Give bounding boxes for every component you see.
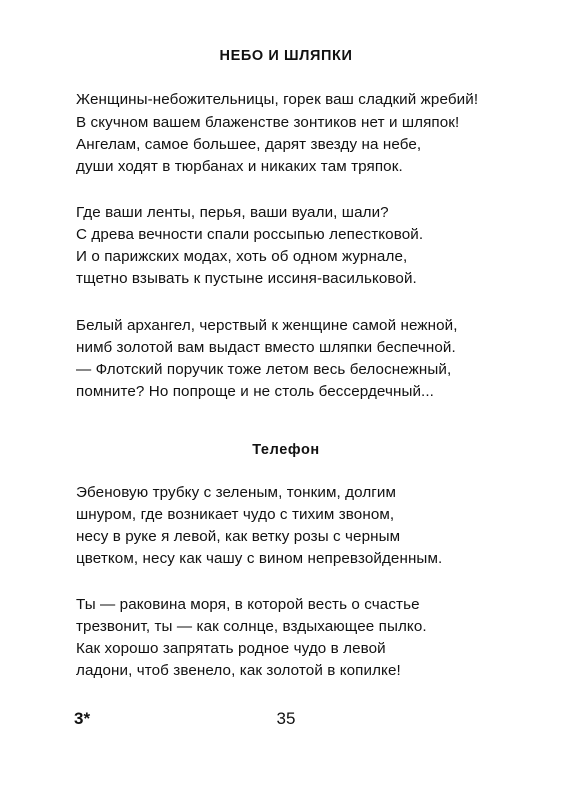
poem-title: Телефон: [252, 442, 320, 458]
poem-line: помните? Но попроще и не столь бессердечный...: [76, 383, 435, 400]
poem-line: Ты — раковина моря, в которой весть о счастье: [76, 596, 420, 613]
poem-line: В скучном вашем блаженстве зонтиков нет и шляпок!: [76, 114, 460, 131]
poem-line: И о парижских модах, хоть об одном журнале,: [76, 248, 408, 265]
poem-line: Где ваши ленты, перья, ваши вуали, шали?: [76, 204, 389, 221]
poem-line: Эбеновую трубку с зеленым, тонким, долгим: [76, 484, 397, 501]
poem-line: трезвонит, ты — как солнце, вздыхающее пылко.: [76, 618, 427, 635]
poem-line: С древа вечности спали россыпью лепестковой.: [76, 226, 424, 243]
poem-line: Как хорошо запрятать родное чудо в левой: [76, 640, 386, 657]
poem-line: цветком, несу как чашу с вином непревзойденным.: [76, 550, 443, 567]
poem-line: Женщины-небожительницы, горек ваш сладкий жребий!: [76, 91, 479, 108]
poem-line: нимб золотой вам выдаст вместо шляпки беспечной.: [76, 339, 456, 356]
poem-line: Белый архангел, черствый к женщине самой нежной,: [76, 317, 458, 334]
poem-line: ладони, чтоб звенело, как золотой в копилке!: [76, 662, 401, 679]
poem-line: тщетно взывать к пустыне иссиня-васильковой.: [76, 270, 417, 287]
poem-line: шнуром, где возникает чудо с тихим звоном,: [76, 506, 395, 523]
printer-signature-mark: 3*: [74, 709, 91, 728]
poem-line: Ангелам, самое большее, дарят звезду на небе,: [76, 136, 422, 153]
poem-title: НЕБО И ШЛЯПКИ: [219, 48, 353, 64]
poem-line: — Флотский поручик тоже летом весь белоснежный,: [76, 361, 452, 378]
poem-line: души ходят в тюрбанах и никаких там тряпок.: [76, 158, 403, 175]
page-number: 35: [276, 709, 296, 728]
poem-line: несу в руке я левой, как ветку розы с черным: [76, 528, 401, 545]
